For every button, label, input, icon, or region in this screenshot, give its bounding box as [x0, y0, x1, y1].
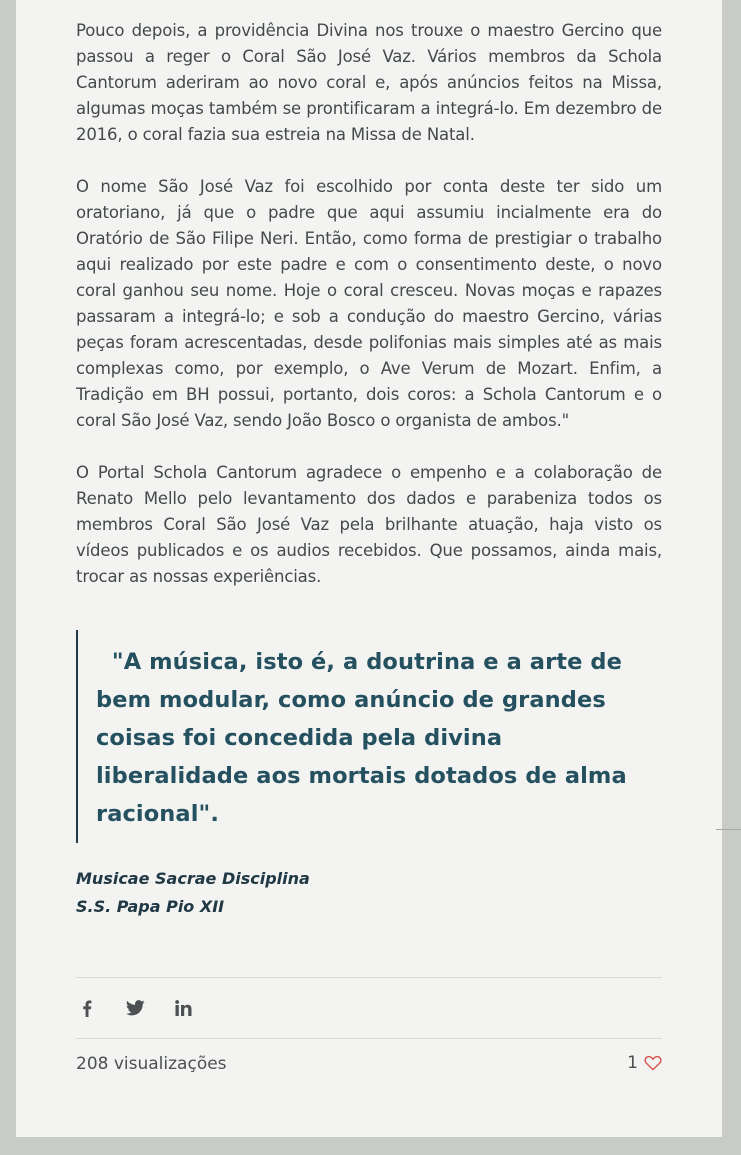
- paragraph: O nome São José Vaz foi escolhido por conta deste ter sido um oratoriano, já que o padre que aqui assumiu incialmente era do Oratório de São Filipe Neri. Então, como forma de prestigiar o trabalho aqui realizado por este padre e com o consentimento deste, o novo coral ganhou seu nome. Hoje o coral cresceu. Novas moças e rapazes passaram a integrá-lo; e sob a condução do maestro Gercino, várias peças foram acrescentadas, desde polifonias mais simples até as mais complexas como, por exemplo, o Ave Verum de Mozart. Enfim, a Tradição em BH possui, portanto, dois coros: a Schola Cantorum e o coral São José Vaz, sendo João Bosco o organista de ambos.": [76, 177, 662, 430]
- post-card: [16, 0, 722, 1137]
- linkedin-icon: [175, 1000, 192, 1016]
- quote-text: "A música, isto é, a doutrina e a arte de bem modular, como anúncio de grandes coisas foi concedida pela divina liberalidade aos mortais dotados de alma racional".: [96, 649, 627, 827]
- divider-bottom: [76, 1038, 662, 1039]
- paragraph: Pouco depois, a providência Divina nos trouxe o maestro Gercino que passou a reger o Coral São José Vaz. Vários membros da Schola Cantorum aderiram ao novo coral e, após anúncios feitos na Missa, algumas moças também se prontificaram a integrá-lo. Em dezembro de 2016, o coral fazia sua estreia na Missa de Natal.: [76, 21, 662, 144]
- share-linkedin-button[interactable]: [172, 997, 194, 1019]
- paragraph: O Portal Schola Cantorum agradece o empenho e a colaboração de Renato Mello pelo levantamento dos dados e parabeniza todos os membros Coral São José Vaz pela brilhante atuação, haja visto os vídeos publicados e os audios recebidos. Que possamos, ainda mais, trocar as nossas experiências.: [76, 463, 662, 586]
- share-facebook-button[interactable]: [76, 997, 98, 1019]
- like-button[interactable]: [627, 1053, 662, 1073]
- divider-top: [76, 977, 662, 978]
- quote-signature: [76, 865, 662, 921]
- share-bar: [76, 994, 220, 1022]
- twitter-icon: [126, 1000, 145, 1016]
- likes-count: 1: [627, 1053, 638, 1073]
- share-twitter-button[interactable]: [124, 997, 146, 1019]
- facebook-icon: [82, 1000, 92, 1017]
- edge-divider: [716, 829, 741, 830]
- post-content: [76, 18, 662, 921]
- heart-icon: [644, 1055, 662, 1071]
- views-count: 208 visualizações: [76, 1054, 227, 1074]
- signature-author: S.S. Papa Pio XII: [76, 897, 225, 916]
- signature-source: Musicae Sacrae Disciplina: [76, 869, 310, 888]
- blockquote: [76, 630, 662, 843]
